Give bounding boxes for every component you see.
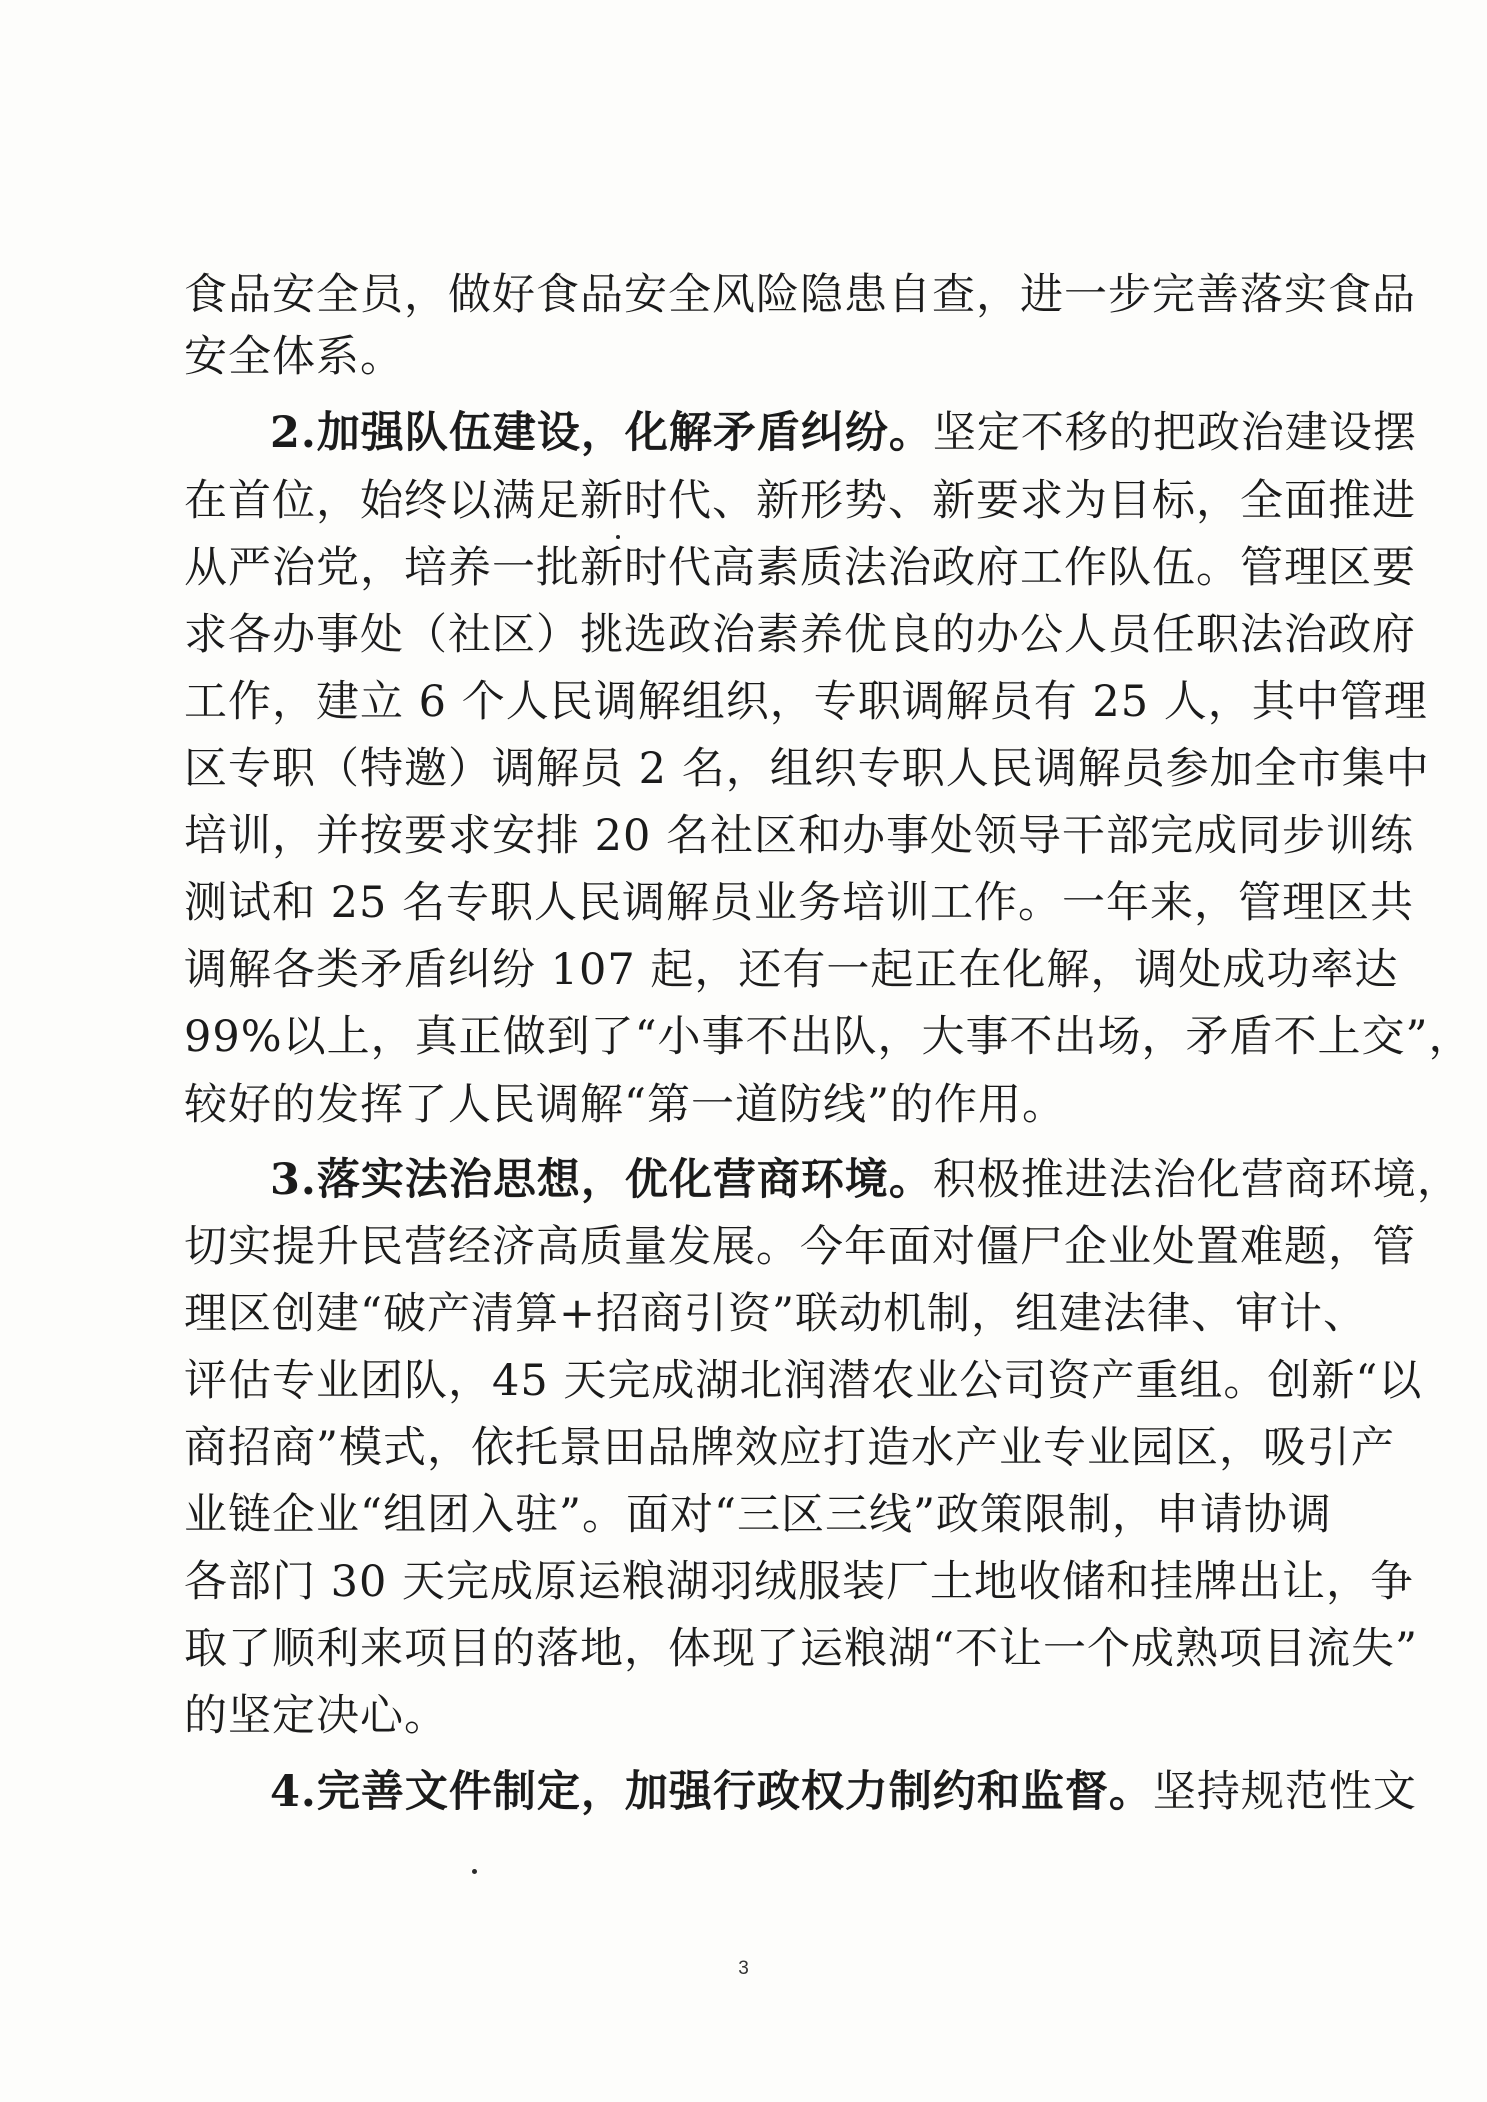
text-line: 从严治党，培养一批新时代高素质法治政府工作队伍。管理区要 xyxy=(184,543,1416,593)
text-line: 商招商”模式，依托景田品牌效应打造水产业专业园区，吸引产 xyxy=(184,1423,1395,1473)
section-heading: 2.加强队伍建设，化解矛盾纠纷。 xyxy=(270,408,933,458)
text-line: 99%以上，真正做到了“小事不出队，大事不出场，矛盾不上交”， xyxy=(184,1012,1473,1062)
text-line: 较好的发挥了人民调解“第一道防线”的作用。 xyxy=(184,1080,1066,1130)
section-heading: 3.落实法治思想，优化营商环境。 xyxy=(270,1155,933,1205)
text-line: 安全体系。 xyxy=(184,332,404,382)
section-heading-line xyxy=(270,1762,1417,1822)
text-line: 求各办事处（社区）挑选政治素养优良的办公人员任职法治政府 xyxy=(184,610,1416,660)
text-line: 测试和 25 名专职人民调解员业务培训工作。一年来，管理区共 xyxy=(184,878,1415,928)
heading-line-rest: 积极推进法治化营商环境， xyxy=(932,1155,1461,1205)
text-line: 评估专业团队，45 天完成湖北润潜农业公司资产重组。创新“以 xyxy=(184,1356,1423,1406)
text-line: 理区创建“破产清算+招商引资”联动机制，组建法律、审计、 xyxy=(184,1289,1367,1339)
page-number: 3 xyxy=(738,1958,749,1979)
heading-line-rest: 坚持规范性文 xyxy=(1152,1767,1417,1817)
section-heading: 4.完善文件制定，加强行政权力制约和监督。 xyxy=(270,1767,1153,1817)
text-line: 的坚定决心。 xyxy=(184,1691,448,1741)
text-line: 工作，建立 6 个人民调解组织，专职调解员有 25 人，其中管理 xyxy=(184,677,1428,727)
text-line: 业链企业“组团入驻”。面对“三区三线”政策限制，申请协调 xyxy=(184,1490,1332,1540)
text-line: 区专职（特邀）调解员 2 名，组织专职人民调解员参加全市集中 xyxy=(184,744,1430,794)
text-line: 切实提升民营经济高质量发展。今年面对僵尸企业处置难题，管 xyxy=(184,1222,1416,1272)
heading-line-rest: 坚定不移的把政治建设摆 xyxy=(932,408,1417,458)
text-line: 食品安全员，做好食品安全风险隐患自查，进一步完善落实食品 xyxy=(184,270,1416,320)
section-heading-line xyxy=(270,1150,1461,1210)
text-line: 培训，并按要求安排 20 名社区和办事处领导干部完成同步训练 xyxy=(184,811,1415,861)
scan-speck xyxy=(472,1869,477,1874)
scan-speck xyxy=(616,535,620,539)
text-line: 在首位，始终以满足新时代、新形势、新要求为目标，全面推进 xyxy=(184,476,1416,526)
text-line: 各部门 30 天完成原运粮湖羽绒服装厂土地收储和挂牌出让，争 xyxy=(184,1557,1415,1607)
section-heading-line xyxy=(270,403,1417,463)
text-line: 调解各类矛盾纠纷 107 起，还有一起正在化解，调处成功率达 xyxy=(184,945,1399,995)
text-line: 取了顺利来项目的落地，体现了运粮湖“不让一个成熟项目流失” xyxy=(184,1624,1418,1674)
